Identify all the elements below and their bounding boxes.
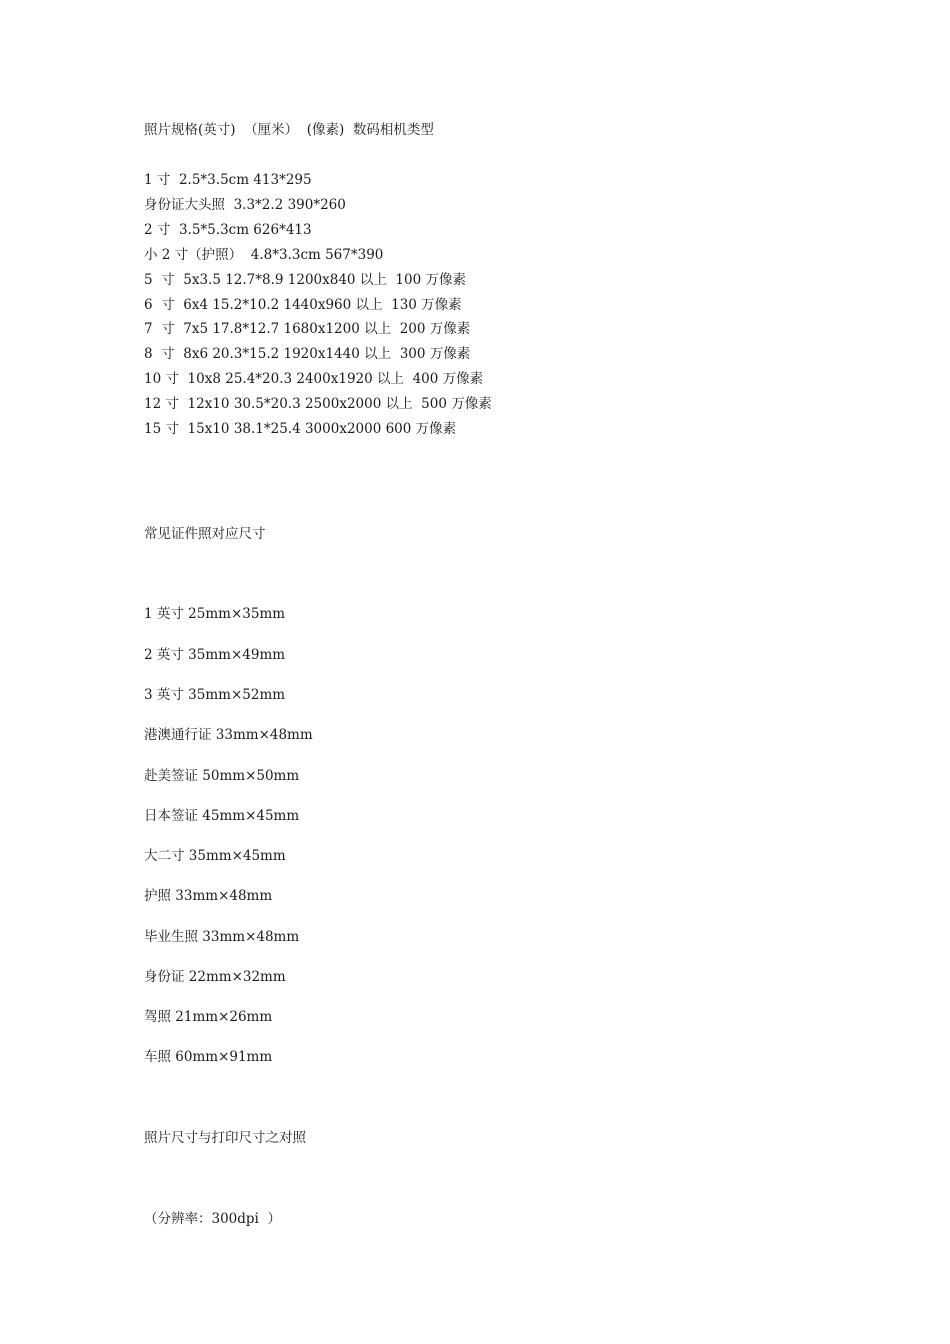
- section-title-print-size-comparison: 照片尺寸与打印尺寸之对照: [144, 1130, 306, 1146]
- spec-row: 小 2 寸（护照） 4.8*3.3cm 567*390: [144, 247, 384, 263]
- id-size-item: 1 英寸 25mm×35mm: [144, 606, 286, 622]
- id-size-item: 护照 33mm×48mm: [144, 888, 273, 904]
- id-size-item: 赴美签证 50mm×50mm: [144, 768, 300, 784]
- id-size-item: 2 英寸 35mm×49mm: [144, 647, 286, 663]
- spec-row: 6 寸 6x4 15.2*10.2 1440x960 以上 130 万像素: [144, 297, 462, 313]
- resolution-note: （分辨率：300dpi ）: [144, 1211, 281, 1227]
- section-title-id-photo-sizes: 常见证件照对应尺寸: [144, 526, 266, 542]
- id-size-item: 3 英寸 35mm×52mm: [144, 687, 286, 703]
- spec-row: 1 寸 2.5*3.5cm 413*295: [144, 172, 312, 188]
- id-size-item: 车照 60mm×91mm: [144, 1049, 273, 1065]
- spec-table-header: 照片规格(英寸) （厘米） (像素) 数码相机类型: [144, 122, 434, 138]
- spec-row: 7 寸 7x5 17.8*12.7 1680x1200 以上 200 万像素: [144, 321, 471, 337]
- spec-row: 2 寸 3.5*5.3cm 626*413: [144, 222, 312, 238]
- spec-row: 12 寸 12x10 30.5*20.3 2500x2000 以上 500 万像素: [144, 396, 492, 412]
- spec-row: 身份证大头照 3.3*2.2 390*260: [144, 197, 346, 213]
- id-size-item: 大二寸 35mm×45mm: [144, 848, 286, 864]
- spec-row: 8 寸 8x6 20.3*15.2 1920x1440 以上 300 万像素: [144, 346, 471, 362]
- id-size-item: 身份证 22mm×32mm: [144, 969, 286, 985]
- spec-row: 15 寸 15x10 38.1*25.4 3000x2000 600 万像素: [144, 421, 457, 437]
- id-size-item: 驾照 21mm×26mm: [144, 1009, 273, 1025]
- spec-row: 10 寸 10x8 25.4*20.3 2400x1920 以上 400 万像素: [144, 371, 484, 387]
- id-size-item: 日本签证 45mm×45mm: [144, 808, 300, 824]
- spec-row: 5 寸 5x3.5 12.7*8.9 1200x840 以上 100 万像素: [144, 272, 466, 288]
- id-size-item: 港澳通行证 33mm×48mm: [144, 727, 313, 743]
- id-size-item: 毕业生照 33mm×48mm: [144, 929, 300, 945]
